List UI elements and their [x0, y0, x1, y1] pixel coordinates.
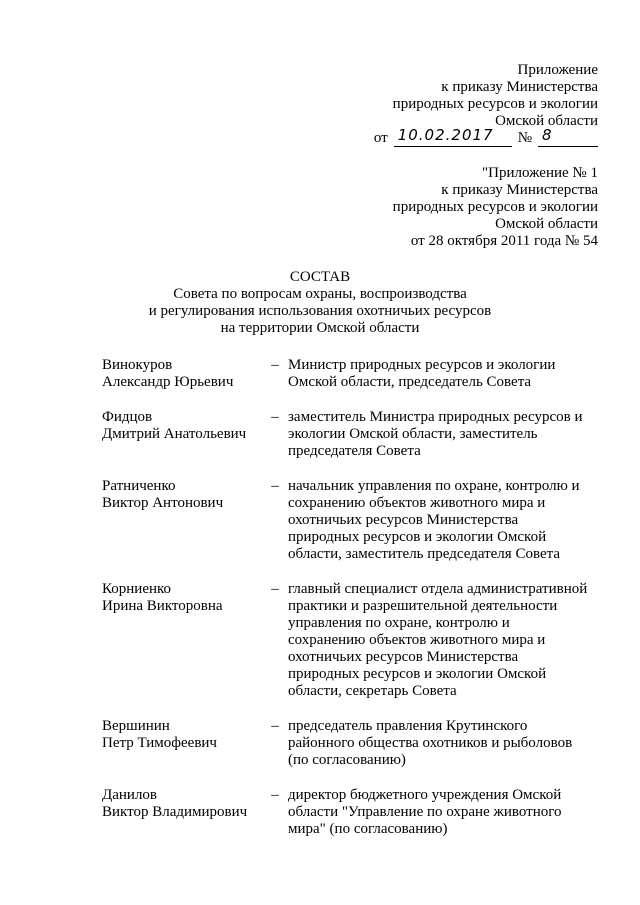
original-appendix-line: от 28 октября 2011 года № 54	[410, 233, 598, 249]
handwritten-number: 8	[542, 126, 553, 144]
member-row	[102, 787, 602, 838]
member-name	[102, 581, 262, 615]
original-appendix-line: природных ресурсов и экологии	[392, 199, 598, 215]
role-line: области, секретарь Совета	[288, 683, 457, 699]
role-line: мира" (по согласованию)	[288, 821, 448, 837]
original-appendix-line: Омской области	[495, 216, 598, 232]
member-name	[102, 478, 262, 512]
role-line: председатель правления Крутинского	[288, 718, 528, 734]
role-line: области "Управление по охране животного	[288, 804, 562, 820]
member-surname: Вершинин	[102, 718, 170, 734]
role-line: районного общества охотников и рыболовов	[288, 735, 573, 751]
role-line: (по согласованию)	[288, 752, 406, 768]
role-line: директор бюджетного учреждения Омской	[288, 787, 562, 803]
member-name	[102, 718, 262, 752]
original-appendix-line: к приказу Министерства	[441, 182, 598, 198]
member-surname: Ратниченко	[102, 478, 176, 494]
member-dash: –	[271, 409, 279, 425]
document-title	[0, 269, 640, 337]
member-given-name: Ирина Викторовна	[102, 598, 223, 614]
member-dash: –	[271, 357, 279, 373]
role-line: природных ресурсов и экологии Омской	[288, 529, 547, 545]
appendix-line: Приложение	[517, 62, 598, 78]
date-field	[394, 126, 512, 147]
member-dash: –	[271, 718, 279, 734]
member-surname: Фидцов	[102, 409, 153, 425]
member-role	[288, 409, 602, 460]
role-line: сохранению объектов животного мира и	[288, 632, 546, 648]
title-line: на территории Омской области	[220, 320, 420, 336]
member-name	[102, 787, 262, 821]
member-role	[288, 357, 602, 391]
role-line: заместитель Министра природных ресурсов и	[288, 409, 583, 425]
member-surname: Корниенко	[102, 581, 172, 597]
role-line: практики и разрешительной деятельности	[288, 598, 558, 614]
role-line: природных ресурсов и экологии Омской	[288, 666, 547, 682]
role-line: Министр природных ресурсов и экологии	[288, 357, 556, 373]
number-label: №	[517, 130, 532, 146]
member-dash: –	[271, 787, 279, 803]
member-role	[288, 478, 602, 563]
appendix-header	[268, 62, 598, 147]
title-heading: СОСТАВ	[289, 269, 351, 285]
member-given-name: Виктор Антонович	[102, 495, 224, 511]
order-date-number-line	[268, 126, 598, 147]
member-row	[102, 718, 602, 769]
member-name	[102, 409, 262, 443]
member-given-name: Виктор Владимирович	[102, 804, 248, 820]
role-line: председателя Совета	[288, 443, 421, 459]
title-line: и регулирования использования охотничьих ресурсов	[148, 303, 492, 319]
member-given-name: Александр Юрьевич	[102, 374, 234, 390]
role-line: охотничьих ресурсов Министерства	[288, 512, 519, 528]
role-line: Омской области, председатель Совета	[288, 374, 532, 390]
member-row	[102, 478, 602, 563]
member-surname: Данилов	[102, 787, 158, 803]
member-given-name: Петр Тимофеевич	[102, 735, 217, 751]
member-row	[102, 409, 602, 460]
role-line: управления по охране, контролю и	[288, 615, 510, 631]
title-line: Совета по вопросам охраны, воспроизводства	[173, 286, 467, 302]
role-line: главный специалист отдела административной	[288, 581, 588, 597]
member-role	[288, 787, 602, 838]
appendix-line: к приказу Министерства	[441, 79, 598, 95]
members-list	[102, 357, 602, 838]
member-surname: Винокуров	[102, 357, 173, 373]
role-line: экологии Омской области, заместитель	[288, 426, 538, 442]
member-role	[288, 581, 602, 700]
original-appendix-header	[268, 165, 598, 250]
role-line: начальник управления по охране, контролю и	[288, 478, 580, 494]
handwritten-date: 10.02.2017	[397, 126, 494, 144]
member-row	[102, 581, 602, 700]
member-row	[102, 357, 602, 391]
number-field	[538, 126, 598, 147]
role-line: охотничьих ресурсов Министерства	[288, 649, 519, 665]
member-given-name: Дмитрий Анатольевич	[102, 426, 247, 442]
member-dash: –	[271, 581, 279, 597]
appendix-line: природных ресурсов и экологии	[392, 96, 598, 112]
member-role	[288, 718, 602, 769]
member-name	[102, 357, 262, 391]
role-line: области, заместитель председателя Совета	[288, 546, 560, 562]
role-line: сохранению объектов животного мира и	[288, 495, 546, 511]
from-label: от	[373, 130, 388, 146]
appendix-line: Омской области	[495, 113, 598, 129]
original-appendix-line: "Приложение № 1	[482, 165, 598, 181]
member-dash: –	[271, 478, 279, 494]
